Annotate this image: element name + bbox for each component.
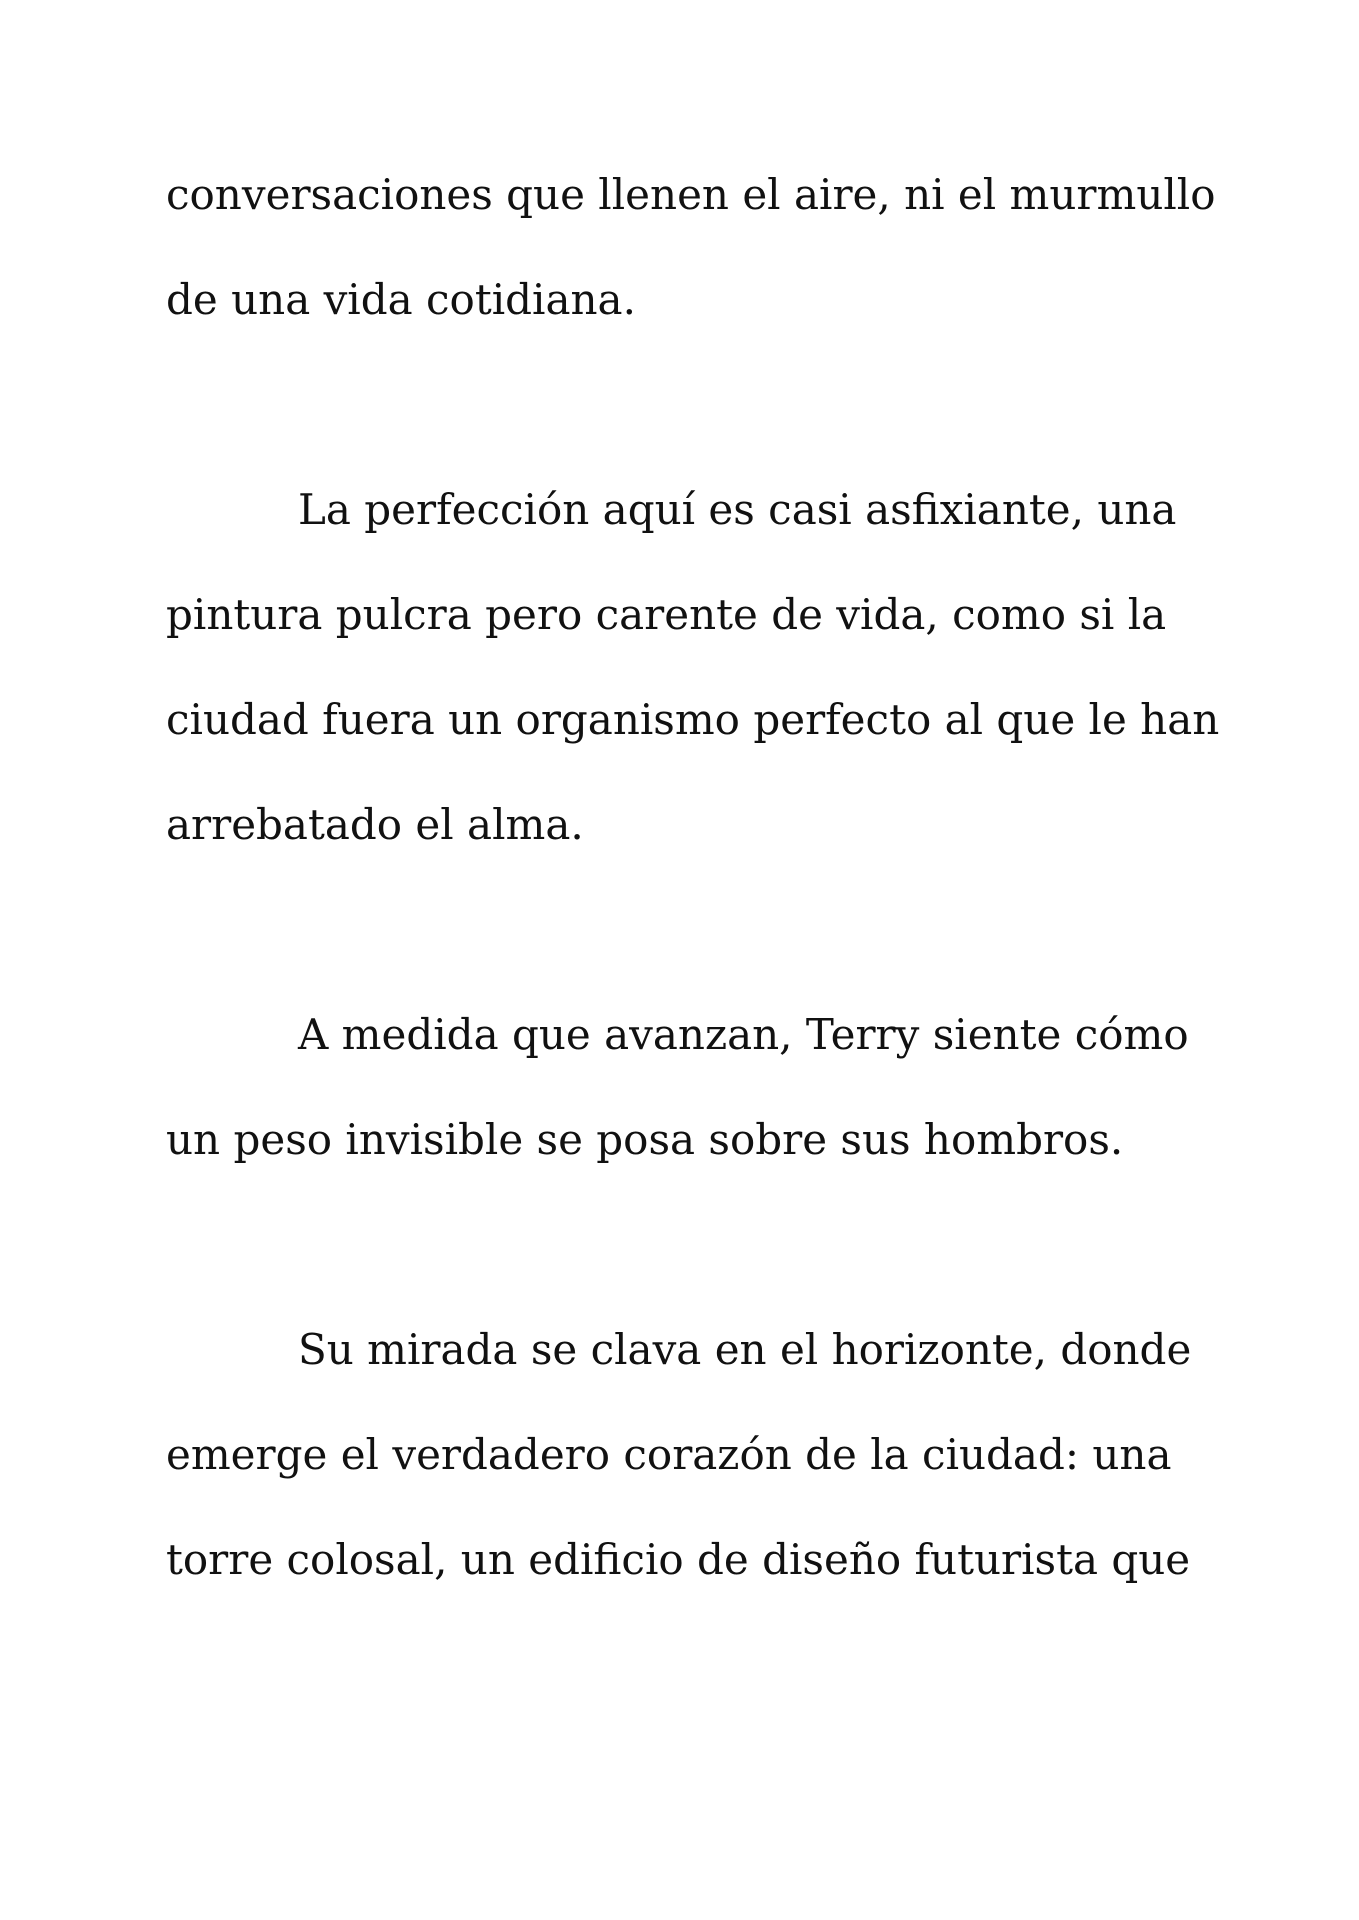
paragraph-gap: [166, 1215, 1226, 1320]
text-line: torre colosal, un edificio de diseño futurista que: [166, 1535, 1191, 1584]
text-line: Su mirada se clava en el horizonte, donde: [298, 1325, 1192, 1374]
text-line: pintura pulcra pero carente de vida, como si la: [166, 590, 1167, 639]
paragraph-gap: [166, 375, 1226, 480]
text-line: ciudad fuera un organismo perfecto al que le han: [166, 695, 1220, 744]
paragraph-2: [166, 480, 1226, 900]
text-line: de una vida cotidiana.: [166, 275, 636, 324]
paragraph-3: [166, 1005, 1226, 1215]
text-line: un peso invisible se posa sobre sus hombros.: [166, 1115, 1124, 1164]
text-line: conversaciones que llenen el aire, ni el murmullo: [166, 170, 1216, 219]
text-line: La perfección aquí es casi asfixiante, una: [298, 485, 1177, 534]
text-line: emerge el verdadero corazón de la ciudad: una: [166, 1430, 1172, 1479]
paragraph-gap: [166, 900, 1226, 1005]
body-text: [166, 165, 1226, 1635]
text-line: A medida que avanzan, Terry siente cómo: [298, 1010, 1189, 1059]
paragraph-1: [166, 165, 1226, 375]
paragraph-4: [166, 1320, 1226, 1635]
text-line: arrebatado el alma.: [166, 800, 584, 849]
